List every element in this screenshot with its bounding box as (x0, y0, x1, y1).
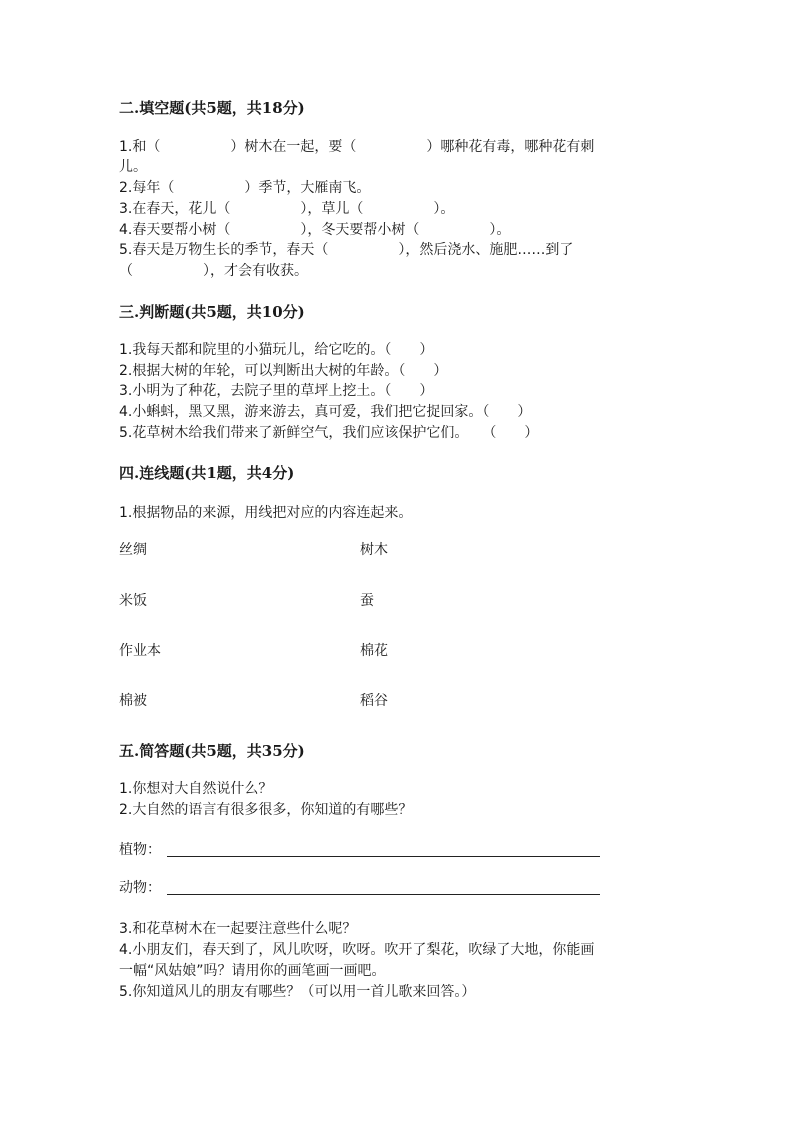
true-false-line: 1.我每天都和院里的小猫玩儿，给它吃的。（ ） (119, 342, 434, 358)
true-false-line: 5.花草树木给我们带来了新鲜空气，我们应该保护它们。 （ ） (119, 425, 539, 441)
animal-answer-label: 动物： (119, 880, 161, 896)
fill-blank-line: 4.春天要帮小树（ ），冬天要帮小树（ ）。 (119, 222, 511, 238)
match-left-item[interactable]: 作业本 (119, 643, 161, 659)
fill-blank-line: 5.春天是万物生长的季节，春天（ ），然后浇水、施肥……到了 (119, 242, 574, 258)
match-right-item[interactable]: 棉花 (360, 643, 388, 659)
section-title-short-answer: 五.简答题(共5题，共35分) (119, 742, 305, 760)
match-right-item[interactable]: 树木 (360, 542, 388, 558)
short-answer-question: 2.大自然的语言有很多很多，你知道的有哪些？ (119, 802, 413, 818)
match-left-item[interactable]: 丝绸 (119, 542, 147, 558)
fill-blank-line: 2.每年（ ）季节，大雁南飞。 (119, 180, 371, 196)
section-title-fill-blank: 二.填空题(共5题，共18分) (119, 99, 305, 117)
short-answer-question: 1.你想对大自然说什么？ (119, 781, 273, 797)
true-false-line: 3.小明为了种花，去院子里的草坪上挖土。（ ） (119, 383, 434, 399)
fill-blank-line: 儿。 (119, 159, 147, 175)
short-answer-question: 4.小朋友们，春天到了，风儿吹呀，吹呀。吹开了梨花，吹绿了大地，你能画 (119, 942, 595, 958)
match-left-item[interactable]: 棉被 (119, 693, 147, 709)
fill-blank-line: 3.在春天，花儿（ ），草儿（ ）。 (119, 201, 455, 217)
section-title-true-false: 三.判断题(共5题，共10分) (119, 303, 305, 321)
plant-answer-label: 植物： (119, 842, 161, 858)
fill-blank-line: 1.和（ ）树木在一起，要（ ）哪种花有毒，哪种花有刺 (119, 139, 595, 155)
match-right-item[interactable]: 稻谷 (360, 693, 388, 709)
section-title-matching: 四.连线题(共1题，共4分) (119, 464, 295, 482)
match-right-item[interactable]: 蚕 (360, 593, 374, 609)
true-false-line: 4.小蝌蚪，黑又黑，游来游去，真可爱，我们把它捉回家。（ ） (119, 404, 532, 420)
fill-blank-line: （ ），才会有收获。 (119, 263, 308, 279)
matching-question: 1.根据物品的来源，用线把对应的内容连起来。 (119, 505, 413, 521)
short-answer-question: 5.你知道风儿的朋友有哪些？（可以用一首儿歌来回答。） (119, 984, 476, 1000)
short-answer-question: 3.和花草树木在一起要注意些什么呢？ (119, 921, 357, 937)
animal-answer-line[interactable] (167, 894, 600, 895)
short-answer-question: 一幅“风姑娘”吗？请用你的画笔画一画吧。 (119, 963, 386, 979)
plant-answer-line[interactable] (167, 856, 600, 857)
match-left-item[interactable]: 米饭 (119, 593, 147, 609)
true-false-line: 2.根据大树的年轮，可以判断出大树的年龄。（ ） (119, 363, 448, 379)
